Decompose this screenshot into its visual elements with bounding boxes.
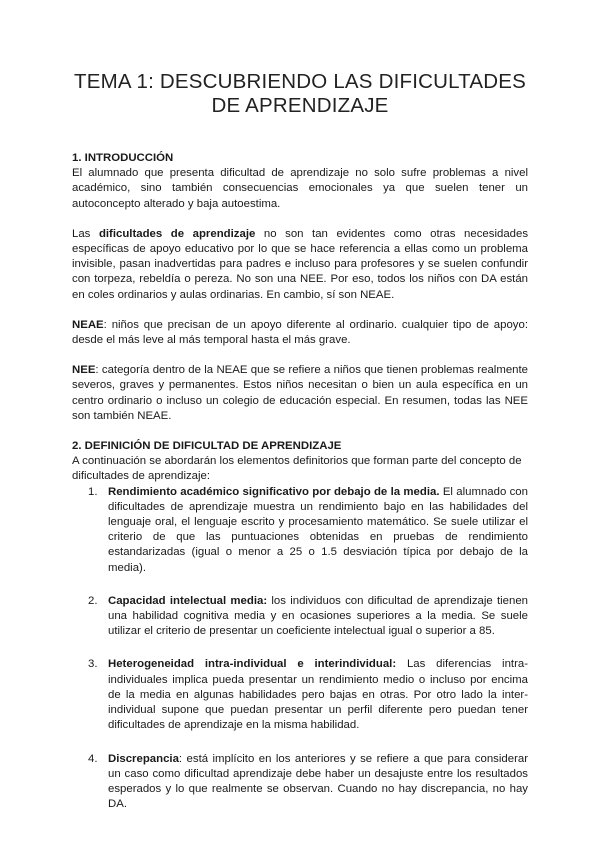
bold-term: Capacidad intelectual media:	[108, 594, 268, 607]
list-number: 2.	[88, 594, 98, 607]
paragraph-dificultades	[72, 227, 528, 303]
title-line-2: DE APRENDIZAJE	[211, 94, 389, 117]
text-run: Las diferencias intra-individuales implica pueda presentar un rendimiento medio o incluso por encima de la media en algunas habilidades pero bajas en otras. Por otro lado la inter- individual supone que puedan presentar un perfil diferente pero puedan tener dificultades de aprendizaje en la misma habilidad.	[108, 658, 528, 732]
list-item	[72, 657, 528, 733]
bold-term: Rendimiento académico significativo por debajo de la media.	[108, 485, 440, 498]
paragraph-intro: El alumnado que presenta dificultad de aprendizaje no solo sufre problemas a nivel académico, sino también consecuencias emocionales ya que suelen tener un autoconcepto alterado y baja autoestima.	[72, 167, 528, 210]
section-introduccion	[72, 151, 528, 424]
text-run: : categoría dentro de la NEAE que se refiere a niños que tienen problemas realmente severos, graves y permanentes. Estos niños necesitan o bien un aula específica en un centro ordinario o incluso un colegio de educación especial. En resumen, todas las NEE son también NEAE.	[72, 364, 528, 422]
list-item	[72, 594, 528, 640]
paragraph-neae	[72, 318, 528, 348]
text-run: los individuos con dificultad de aprendizaje tienen una habilidad cognitiva media y en ocasiones superiores a la media. Se suele utilizar el criterio de presentar un coeficiente intelectual igual o superior a 85.	[108, 594, 529, 638]
bold-term: NEAE	[72, 318, 104, 331]
bold-term: Discrepancia	[108, 752, 179, 765]
document-title	[72, 70, 528, 118]
numbered-list	[72, 485, 528, 813]
bold-term: Heterogeneidad intra-individual e interindividual:	[108, 658, 397, 671]
text-run: : niños que precisan de un apoyo diferente al ordinario. cualquier tipo de apoyo: desde el más leve al más temporal hasta el más grave.	[72, 318, 528, 347]
list-item	[72, 485, 528, 576]
section-heading: 2. DEFINICIÓN DE DIFICULTAD DE APRENDIZAJE	[72, 440, 342, 453]
bold-term: NEE	[72, 364, 96, 377]
text-run: Las	[72, 227, 99, 240]
list-number: 3.	[88, 658, 98, 671]
paragraph-nee	[72, 363, 528, 424]
title-line-1: TEMA 1: DESCUBRIENDO LAS DIFICULTADES	[73, 70, 527, 93]
list-number: 1.	[88, 485, 98, 498]
list-item	[72, 752, 528, 813]
paragraph-intro: A continuación se abordarán los elementos definitorios que forman parte del concepto de dificultades de aprendizaje:	[72, 455, 522, 483]
section-definicion	[72, 439, 528, 812]
text-run: El alumnado con dificultades de aprendizaje muestra un rendimiento bajo en las habilidades del lenguaje oral, el lenguaje escrito y procesamiento matemático. Se suele utilizar el criterio de que las puntuaciones obtenidas en pruebas de rendimiento estandarizadas (igual o menor a 25 o 1.5 desviación típica por debajo de la media).	[108, 485, 528, 574]
section-heading: 1. INTRODUCCIÓN	[72, 152, 174, 164]
text-run: no son tan evidentes como otras necesidades específicas de apoyo educativo por lo que se hace referencia a ellas como un problema invisible, pasan inadvertidas para padres e incluso para profesores y se suelen confundir con torpeza, rebeldía o pereza. No son una NEE. Por eso, todos los niños con DA están en coles ordinarios y aulas ordinarias. En cambio, sí son NEAE.	[72, 227, 529, 301]
text-run: : está implícito en los anteriores y se refiere a que para considerar un caso como dificultad aprendizaje debe haber un desajuste entre los resultados esperados y lo que realmente se observan. Cuando no hay discrepancia, no hay DA.	[108, 752, 528, 811]
list-number: 4.	[88, 752, 98, 765]
bold-term: dificultades de aprendizaje	[98, 227, 256, 240]
